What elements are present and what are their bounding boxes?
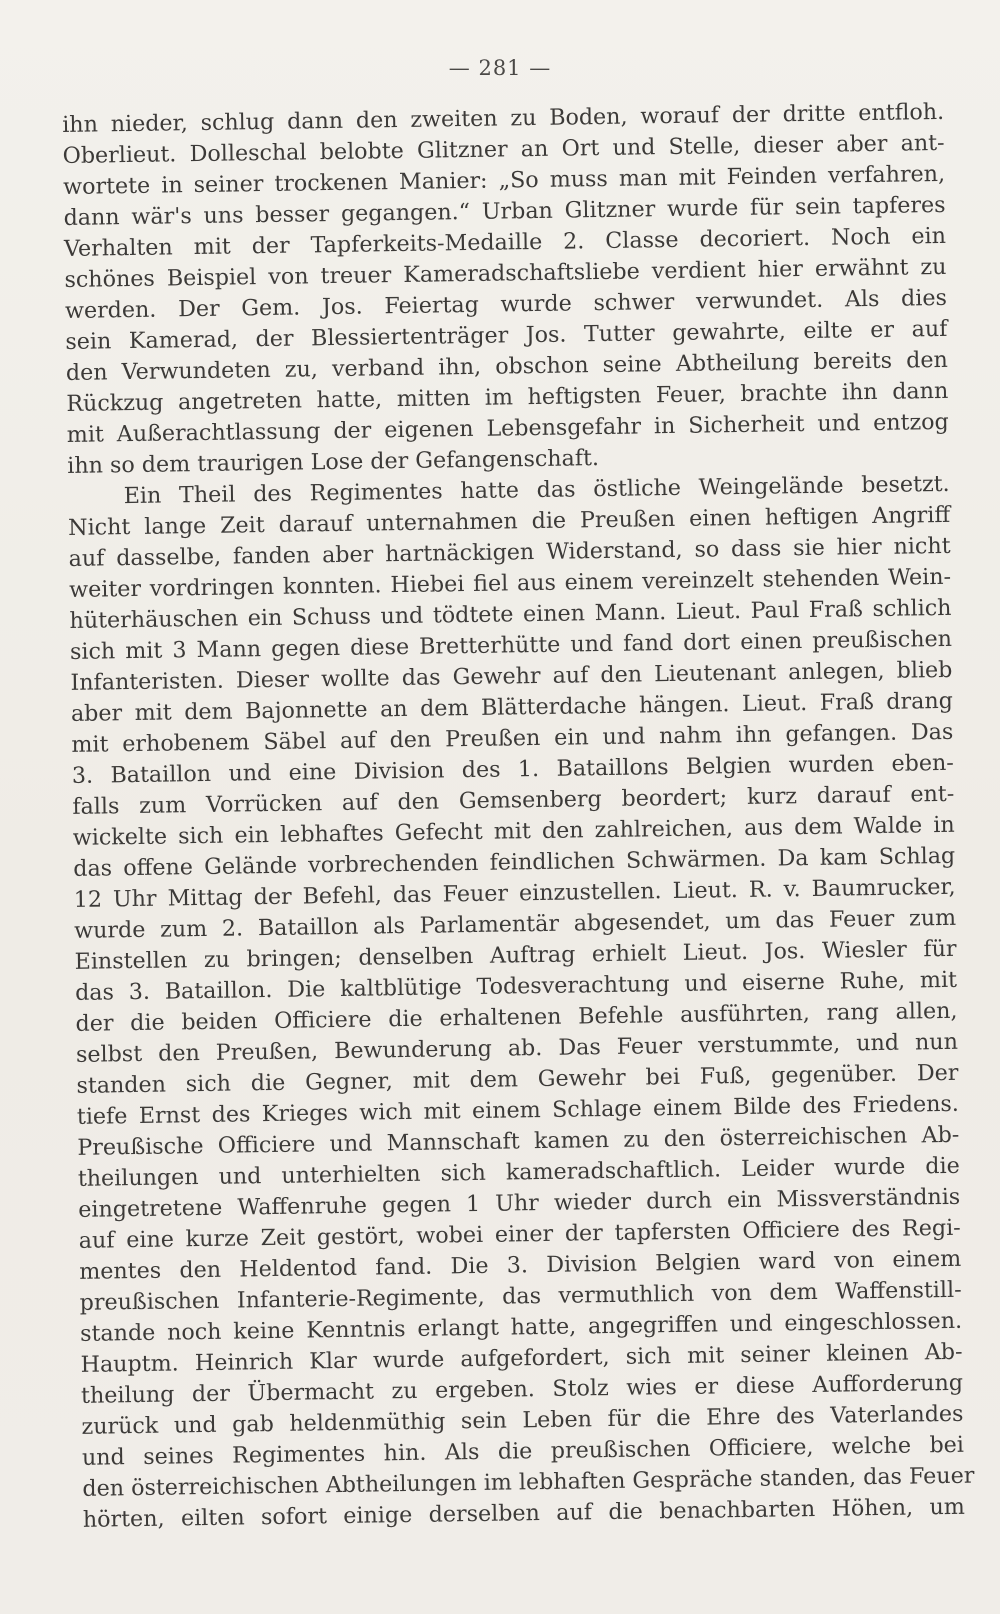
text-line: falls zum Vorrücken auf den Gemsenberg beordert; kurz darauf ent- (72, 780, 955, 820)
text-line: mentes den Heldentod fand. Die 3. Division Belgien ward von einem (79, 1245, 962, 1285)
text-line: theilungen und unterhielten sich kameradschaftlich. Leider wurde die (77, 1152, 960, 1192)
text-line: standen sich die Gegner, mit dem Gewehr bei Fuß, gegenüber. Der (76, 1059, 959, 1099)
text-line: wickelte sich ein lebhaftes Gefecht mit den zahlreichen, aus dem Walde in (72, 811, 955, 851)
text-line: hörten, eilten sofort einige derselben auf die benachbarten Höhen, um (82, 1493, 966, 1533)
text-line: und seines Regimentes hin. Als die preußischen Officiere, welche bei (81, 1431, 965, 1471)
text-line: Oberlieut. Dolleschal belobte Glitzner an Ort und Stelle, dieser aber ant- (62, 129, 945, 169)
text-line: wortete in seiner trockenen Manier: „So muss man mit Feinden verfahren, (62, 160, 946, 200)
text-line: mit Außerachtlassung der eigenen Lebensgefahr in Sicherheit und entzog (66, 408, 949, 448)
text-line: auf eine kurze Zeit gestört, wobei einer der tapfersten Officiere des Regi- (78, 1214, 961, 1254)
text-line: Nicht lange Zeit darauf unternahmen die Preußen einen heftigen Angriff (68, 501, 951, 541)
text-line: selbst den Preußen, Bewunderung ab. Das Feuer verstummte, und nun (75, 1028, 959, 1068)
text-line: das 3. Bataillon. Die kaltblütige Todesverachtung und eiserne Ruhe, mit (74, 966, 958, 1006)
text-line: Rückzug angetreten hatte, mitten im heftigsten Feuer, brachte ihn dann (66, 377, 949, 417)
text-line: tiefe Ernst des Krieges wich mit einem Schlage einem Bilde des Friedens. (76, 1090, 960, 1130)
text-line: preußischen Infanterie-Regimente, das vermuthlich von dem Waffenstill- (79, 1276, 962, 1316)
text-line: werden. Der Gem. Jos. Feiertag wurde schwer verwundet. Als dies (64, 284, 948, 324)
body-text (62, 97, 975, 1536)
text-line: der die beiden Officiere die erhaltenen Befehle ausführten, rang allen, (75, 997, 958, 1037)
text-line: sein Kamerad, der Blessiertenträger Jos. Tutter gewahrte, eilte er auf (65, 315, 948, 355)
text-line-paragraph-start: Ein Theil des Regimentes hatte das östliche Weingelände besetzt. (123, 470, 950, 510)
text-line: 3. Bataillon und eine Division des 1. Bataillons Belgien wurden eben- (71, 749, 954, 789)
text-line: aber mit dem Bajonnette an dem Blätterdache hängen. Lieut. Fraß drang (70, 687, 954, 727)
text-line: auf dasselbe, fanden aber hartnäckigen Widerstand, so dass sie hier nicht (68, 532, 951, 572)
text-line: Hauptm. Heinrich Klar wurde aufgefordert, sich mit seiner kleinen Ab- (80, 1338, 963, 1378)
text-line: das offene Gelände vorbrechenden feindlichen Schwärmen. Da kam Schlag (73, 842, 956, 882)
text-line: weiter vordringen konnten. Hiebei fiel aus einem vereinzelt stehenden Wein- (68, 563, 952, 603)
text-line: Verhalten mit der Tapferkeits-Medaille 2. Classe decoriert. Noch ein (63, 222, 947, 262)
text-line: stande noch keine Kenntnis erlangt hatte, angegriffen und eingeschlossen. (79, 1307, 963, 1347)
text-line: Infanteristen. Dieser wollte das Gewehr auf den Lieutenant anlegen, blieb (70, 656, 953, 696)
text-line: 12 Uhr Mittag der Befehl, das Feuer einzustellen. Lieut. R. v. Baumrucker, (73, 873, 956, 913)
page-number: — 281 — (448, 56, 552, 80)
text-line: theilung der Übermacht zu ergeben. Stolz wies er diese Aufforderung (80, 1369, 964, 1409)
text-line: ihn nieder, schlug dann den zweiten zu Boden, worauf der dritte entfloh. (62, 98, 945, 138)
text-line: schönes Beispiel von treuer Kameradschaftsliebe verdient hier erwähnt zu (64, 253, 947, 293)
text-line: eingetretene Waffenruhe gegen 1 Uhr wieder durch ein Missverständnis (78, 1183, 961, 1223)
text-line: Preußische Officiere und Mannschaft kamen zu den österreichischen Ab- (77, 1121, 960, 1161)
text-line: dann wär's uns besser gegangen.“ Urban Glitzner wurde für sein tapferes (63, 191, 946, 231)
text-line: hüterhäuschen ein Schuss und tödtete einen Mann. Lieut. Paul Fraß schlich (69, 594, 952, 634)
text-line: sich mit 3 Mann gegen diese Bretterhütte und fand dort einen preußischen (69, 625, 953, 665)
text-line: zurück und gab heldenmüthig sein Leben für die Ehre des Vaterlandes (81, 1400, 964, 1440)
text-line: Einstellen zu bringen; denselben Auftrag erhielt Lieut. Jos. Wiesler für (74, 935, 957, 975)
text-line: den österreichischen Abtheilungen im lebhaften Gespräche standen, das Feuer (82, 1462, 975, 1502)
text-line: den Verwundeten zu, verband ihn, obschon seine Abtheilung bereits den (65, 346, 948, 386)
text-line: mit erhobenem Säbel auf den Preußen ein und nahm ihn gefangen. Das (71, 718, 954, 758)
text-line-paragraph-end: ihn so dem traurigen Lose der Gefangenschaft. (67, 445, 600, 479)
text-line: wurde zum 2. Bataillon als Parlamentär abgesendet, um das Feuer zum (73, 904, 957, 944)
